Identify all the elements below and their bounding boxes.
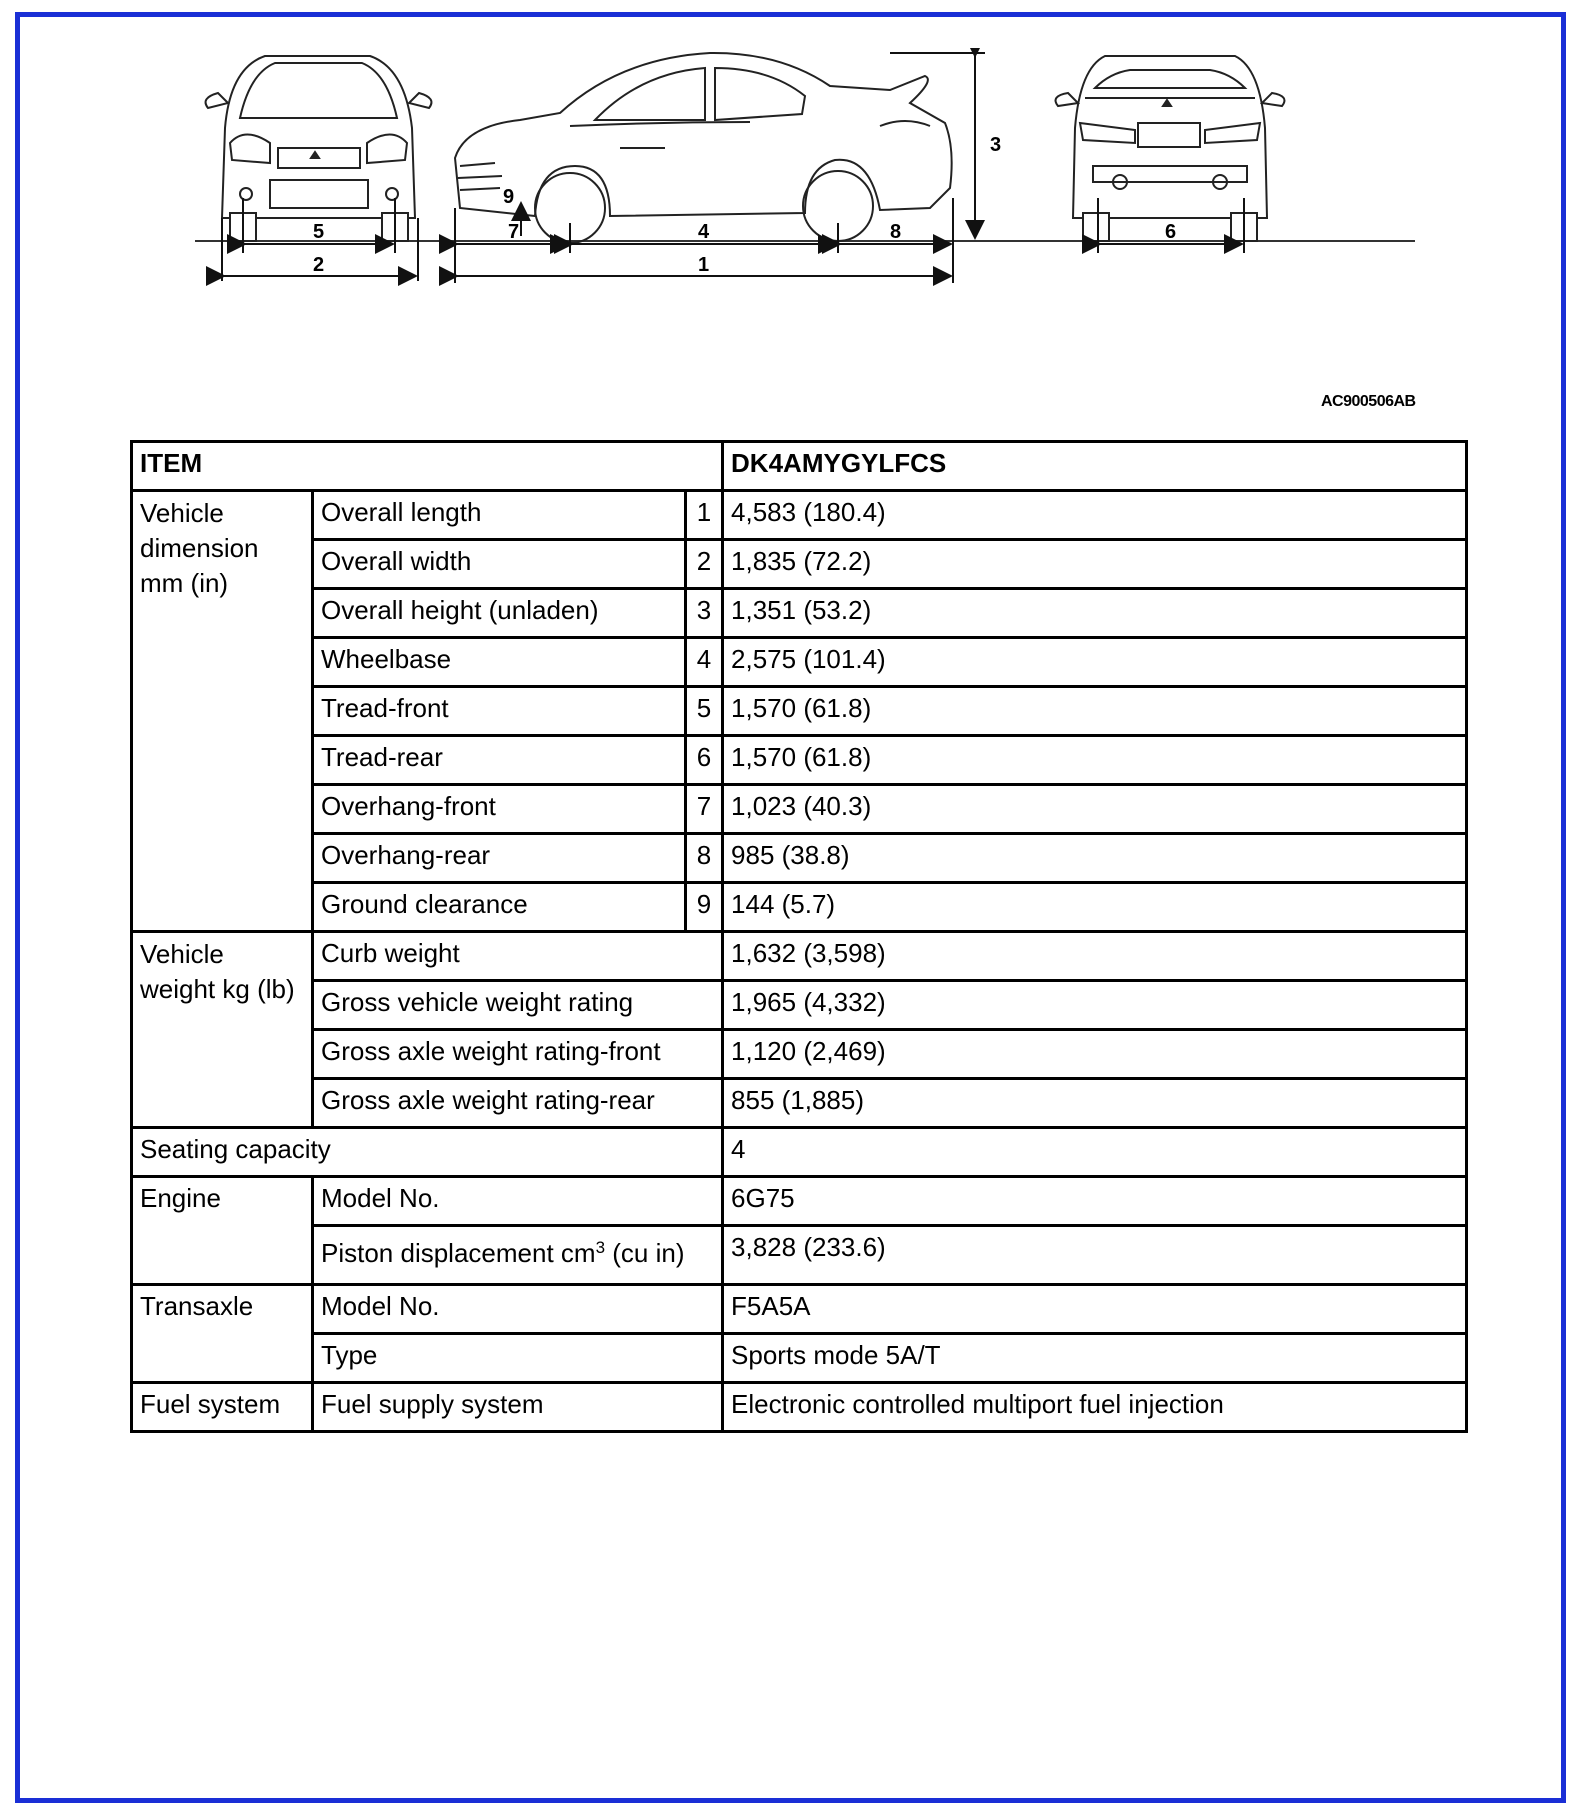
- table-row: [132, 1128, 1467, 1177]
- group-engine: Engine: [132, 1177, 313, 1285]
- row-label: Overhang-rear: [313, 834, 686, 883]
- row-value: Sports mode 5A/T: [723, 1334, 1467, 1383]
- table-row: [132, 785, 1467, 834]
- table-row: [132, 1383, 1467, 1432]
- row-label: Overall width: [313, 540, 686, 589]
- table-row: [132, 932, 1467, 981]
- row-value: 1,570 (61.8): [723, 687, 1467, 736]
- group-fuel-system: Fuel system: [132, 1383, 313, 1432]
- rear-view-car: [1056, 56, 1285, 241]
- row-number: 4: [686, 638, 723, 687]
- row-value: 985 (38.8): [723, 834, 1467, 883]
- row-number: 3: [686, 589, 723, 638]
- row-label: Seating capacity: [132, 1128, 723, 1177]
- vehicle-dimension-diagram: [190, 48, 1420, 338]
- dim-label-3: 3: [990, 134, 1002, 156]
- row-label: [313, 1226, 723, 1285]
- displacement-unit: (cu in): [612, 1238, 685, 1268]
- header-model: DK4AMYGYLFCS: [723, 442, 1467, 491]
- table-row: [132, 1285, 1467, 1334]
- row-label: Gross axle weight rating-rear: [313, 1079, 723, 1128]
- specifications-table: [130, 440, 1468, 1433]
- row-label: Tread-front: [313, 687, 686, 736]
- row-value: 1,835 (72.2): [723, 540, 1467, 589]
- row-number: 2: [686, 540, 723, 589]
- row-value: Electronic controlled multiport fuel injection: [723, 1383, 1467, 1432]
- table-row: [132, 1177, 1467, 1226]
- table-row: [132, 981, 1467, 1030]
- table-row: [132, 736, 1467, 785]
- front-view-car: [206, 56, 432, 241]
- row-value: 3,828 (233.6): [723, 1226, 1467, 1285]
- row-value: 1,023 (40.3): [723, 785, 1467, 834]
- row-value: 1,351 (53.2): [723, 589, 1467, 638]
- row-label: Gross vehicle weight rating: [313, 981, 723, 1030]
- dim-label-4: 4: [698, 221, 710, 243]
- table-row: [132, 638, 1467, 687]
- figure-code: AC900506AB: [1321, 393, 1416, 410]
- row-label: Model No.: [313, 1177, 723, 1226]
- group-vehicle-dimension: Vehicle dimension mm (in): [132, 491, 313, 932]
- row-value: 144 (5.7): [723, 883, 1467, 932]
- row-value: 855 (1,885): [723, 1079, 1467, 1128]
- row-label: Wheelbase: [313, 638, 686, 687]
- row-label: Tread-rear: [313, 736, 686, 785]
- side-view-car: [455, 53, 952, 243]
- table-row: [132, 834, 1467, 883]
- row-value: 6G75: [723, 1177, 1467, 1226]
- group-vehicle-weight: Vehicle weight kg (lb): [132, 932, 313, 1128]
- dim-label-5: 5: [313, 221, 325, 243]
- row-value: F5A5A: [723, 1285, 1467, 1334]
- row-label: Type: [313, 1334, 723, 1383]
- row-label: Overall length: [313, 491, 686, 540]
- row-number: 5: [686, 687, 723, 736]
- dim-label-6: 6: [1165, 221, 1177, 243]
- displacement-label: Piston displacement cm: [321, 1238, 596, 1268]
- dim-label-7: 7: [508, 221, 520, 243]
- dim-label-1: 1: [698, 254, 710, 276]
- row-value: 2,575 (101.4): [723, 638, 1467, 687]
- row-value: 1,965 (4,332): [723, 981, 1467, 1030]
- header-item: ITEM: [132, 442, 723, 491]
- row-label: Ground clearance: [313, 883, 686, 932]
- displacement-superscript: 3: [595, 1238, 606, 1257]
- table-row: [132, 1079, 1467, 1128]
- table-row: [132, 589, 1467, 638]
- row-number: 9: [686, 883, 723, 932]
- row-number: 8: [686, 834, 723, 883]
- dim-label-9: 9: [503, 186, 515, 208]
- row-value: 4: [723, 1128, 1467, 1177]
- table-row: [132, 540, 1467, 589]
- row-label: Gross axle weight rating-front: [313, 1030, 723, 1079]
- table-row: [132, 1030, 1467, 1079]
- table-row: [132, 1334, 1467, 1383]
- table-row: [132, 883, 1467, 932]
- row-number: 1: [686, 491, 723, 540]
- row-label: Curb weight: [313, 932, 723, 981]
- dim-label-2: 2: [313, 254, 325, 276]
- row-value: 1,570 (61.8): [723, 736, 1467, 785]
- row-number: 7: [686, 785, 723, 834]
- table-row: [132, 687, 1467, 736]
- row-label: Overall height (unladen): [313, 589, 686, 638]
- row-label: Model No.: [313, 1285, 723, 1334]
- row-value: 4,583 (180.4): [723, 491, 1467, 540]
- row-number: 6: [686, 736, 723, 785]
- table-header-row: [132, 442, 1467, 491]
- group-transaxle: Transaxle: [132, 1285, 313, 1383]
- row-label: Fuel supply system: [313, 1383, 723, 1432]
- row-value: 1,120 (2,469): [723, 1030, 1467, 1079]
- row-label: Overhang-front: [313, 785, 686, 834]
- table-row: [132, 491, 1467, 540]
- row-value: 1,632 (3,598): [723, 932, 1467, 981]
- dim-label-8: 8: [890, 221, 902, 243]
- table-row: [132, 1226, 1467, 1285]
